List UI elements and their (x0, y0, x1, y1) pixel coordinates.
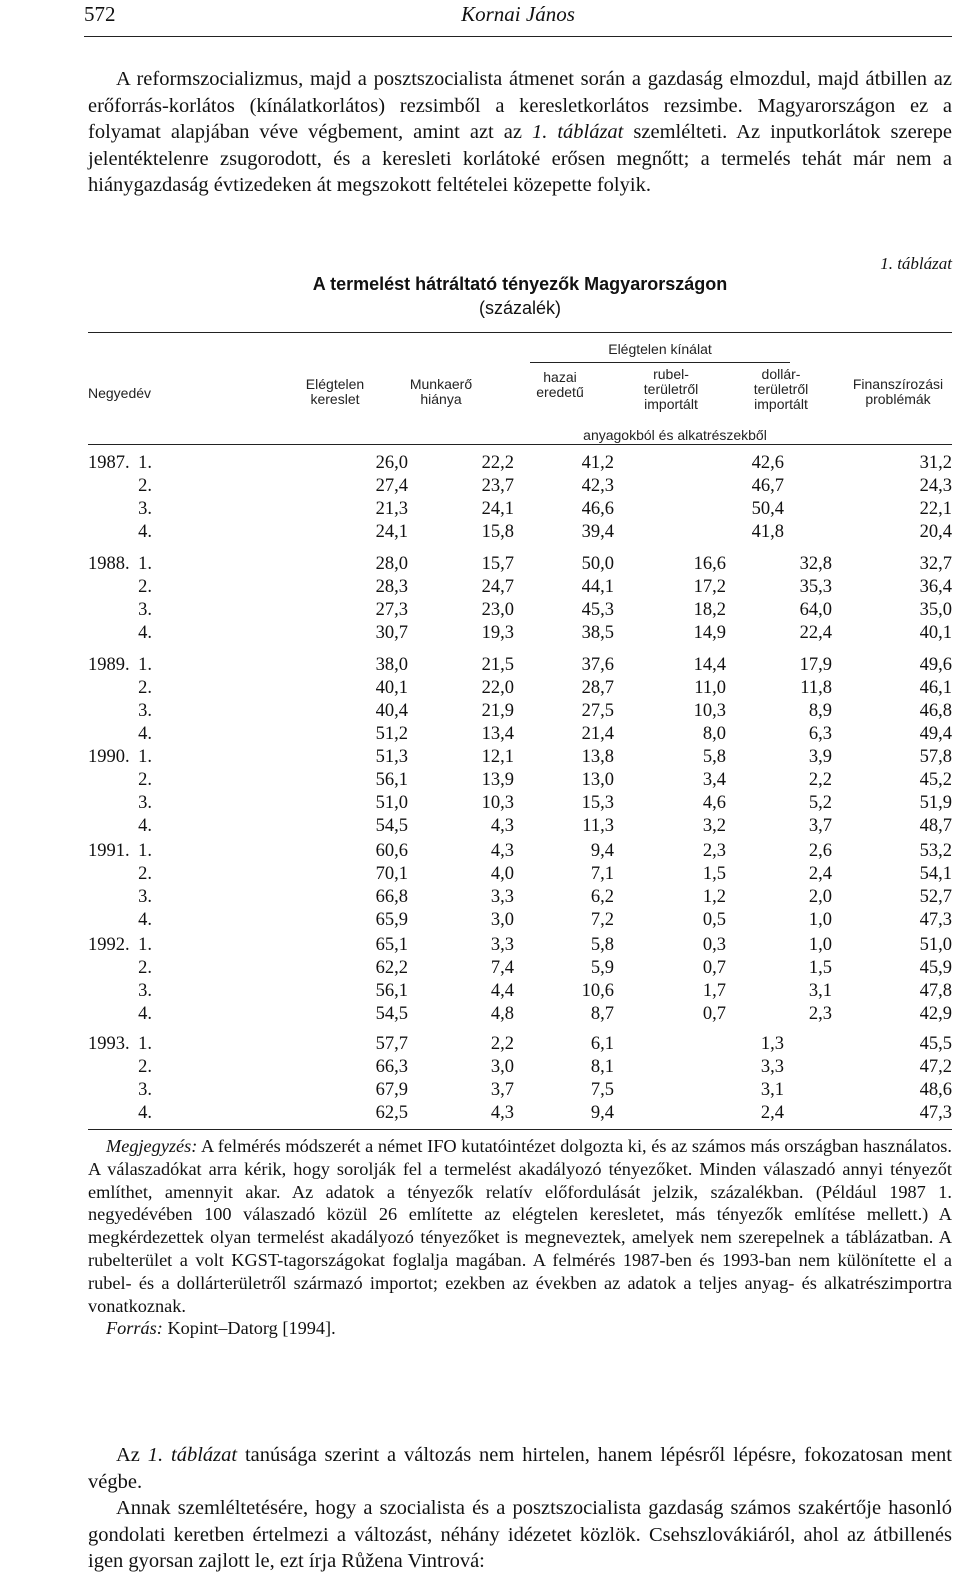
table-row (88, 746, 952, 769)
hazai-eredetu-cell: 7,1 (590, 864, 614, 884)
quarter-cell: 4. (138, 1103, 152, 1123)
munkaero-hianya-cell: 23,0 (481, 600, 514, 620)
dollarterulet-cell: 5,2 (808, 793, 832, 813)
hazai-eredetu-cell: 27,5 (581, 701, 614, 721)
table-unit: (százalék) (478, 298, 562, 318)
table-title: A termelést hátráltató tényezők Magyarországon (312, 274, 728, 294)
munkaero-hianya-cell: 22,0 (481, 678, 514, 698)
munkaero-hianya-cell: 2,2 (490, 1034, 514, 1054)
finanszirozasi-cell: 40,1 (919, 623, 952, 643)
elegtelen-kereslet-cell: 40,1 (375, 678, 408, 698)
finanszirozasi-cell: 46,1 (919, 678, 952, 698)
elegtelen-kereslet-cell: 27,3 (375, 600, 408, 620)
munkaero-hianya-cell: 21,9 (481, 701, 514, 721)
rubelterulet-cell: 0,7 (702, 958, 726, 978)
quarter-cell: 3. (138, 887, 152, 907)
table-year-group (88, 654, 952, 746)
combined-import-cell: 2,4 (760, 1103, 784, 1123)
hazai-eredetu-cell: 8,7 (590, 1004, 614, 1024)
table-label: 1. táblázat (880, 254, 952, 273)
header-negyedev: Negyedév (88, 385, 152, 401)
quarter-cell: 1. (138, 1034, 152, 1054)
table-row (88, 700, 952, 723)
dollarterulet-cell: 35,3 (799, 577, 832, 597)
quarter-cell: 1. (138, 453, 152, 473)
elegtelen-kereslet-cell: 21,3 (375, 499, 408, 519)
combined-import-cell: 41,8 (751, 522, 784, 542)
rubelterulet-cell: 14,9 (693, 623, 726, 643)
table-row (88, 452, 952, 475)
finanszirozasi-cell: 51,0 (919, 935, 952, 955)
table-row (88, 498, 952, 521)
dollarterulet-cell: 2,6 (808, 841, 832, 861)
finanszirozasi-cell: 49,6 (919, 655, 952, 675)
quarter-cell: 2. (138, 577, 152, 597)
munkaero-hianya-cell: 4,4 (490, 981, 514, 1001)
munkaero-hianya-cell: 23,7 (481, 476, 514, 496)
munkaero-hianya-cell: 3,0 (490, 1057, 514, 1077)
rubelterulet-cell: 4,6 (702, 793, 726, 813)
table-row (88, 475, 952, 498)
table-row (88, 1079, 952, 1102)
quarter-cell: 1. (138, 554, 152, 574)
dollarterulet-cell: 3,1 (808, 981, 832, 1001)
elegtelen-kereslet-cell: 28,0 (375, 554, 408, 574)
year-cell: 1991. (88, 841, 130, 861)
year-cell: 1990. (88, 747, 130, 767)
year-cell: 1989. (88, 655, 130, 675)
elegtelen-kereslet-cell: 62,2 (375, 958, 408, 978)
finanszirozasi-cell: 52,7 (919, 887, 952, 907)
hazai-eredetu-cell: 9,4 (590, 841, 614, 861)
finanszirozasi-cell: 31,2 (919, 453, 952, 473)
rubelterulet-cell: 3,4 (702, 770, 726, 790)
finanszirozasi-cell: 45,9 (919, 958, 952, 978)
quarter-cell: 2. (138, 476, 152, 496)
quarter-cell: 2. (138, 770, 152, 790)
elegtelen-kereslet-cell: 54,5 (375, 1004, 408, 1024)
finanszirozasi-cell: 42,9 (919, 1004, 952, 1024)
note-text: A felmérés módszerét a német IFO kutatóintézet dolgozta ki, és az számos más országban használatos. A válaszadókat arra kérik, hogy sorolják fel a termelést akadályozó tényezőket. Minden válaszadó annyi tényezőt említhet, amennyit akar. Az adatok a tényezők relatív előfordulását jelzik, százalékban. (Például 1987 1. negyedévében 100 válaszadó közül 26 említette az elégtelen keresletet, más tényezők említése mellett.) A megkérdezettek olyan termelést akadályozó tényezőket is megneveztek, amelyek nem szerepelnek a táblázatban. A rubelterület a volt KGST-tagországokat foglalja magában. A felmérés 1987-ben és 1993-ban nem különítette el a rubel- és a dollárterületről származó importot; ezekben az években az adatok a teljes anyag- és alkatrészimportra vonatkoznak. (88, 1136, 952, 1316)
munkaero-hianya-cell: 15,8 (481, 522, 514, 542)
quarter-cell: 3. (138, 701, 152, 721)
table-row (88, 769, 952, 792)
table-row (88, 980, 952, 1003)
table-row (88, 886, 952, 909)
dollarterulet-cell: 6,3 (808, 724, 832, 744)
table-row (88, 553, 952, 576)
hazai-eredetu-cell: 21,4 (581, 724, 614, 744)
munkaero-hianya-cell: 21,5 (481, 655, 514, 675)
table-row (88, 677, 952, 700)
munkaero-hianya-cell: 4,3 (490, 841, 514, 861)
finanszirozasi-cell: 49,4 (919, 724, 952, 744)
hazai-eredetu-cell: 5,8 (590, 935, 614, 955)
hazai-eredetu-cell: 44,1 (581, 577, 614, 597)
running-head: Kornai János (461, 2, 575, 26)
munkaero-hianya-cell: 3,0 (490, 910, 514, 930)
finanszirozasi-cell: 47,8 (919, 981, 952, 1001)
finanszirozasi-cell: 48,7 (919, 816, 952, 836)
quarter-cell: 3. (138, 600, 152, 620)
elegtelen-kereslet-cell: 27,4 (375, 476, 408, 496)
table-year-group (88, 553, 952, 645)
munkaero-hianya-cell: 4,8 (490, 1004, 514, 1024)
munkaero-hianya-cell: 19,3 (481, 623, 514, 643)
munkaero-hianya-cell: 3,3 (490, 935, 514, 955)
combined-import-cell: 1,3 (760, 1034, 784, 1054)
munkaero-hianya-cell: 4,3 (490, 816, 514, 836)
finanszirozasi-cell: 46,8 (919, 701, 952, 721)
finanszirozasi-cell: 35,0 (919, 600, 952, 620)
munkaero-hianya-cell: 3,7 (490, 1080, 514, 1100)
munkaero-hianya-cell: 13,9 (481, 770, 514, 790)
hazai-eredetu-cell: 37,6 (581, 655, 614, 675)
combined-import-cell: 42,6 (751, 453, 784, 473)
munkaero-hianya-cell: 22,2 (481, 453, 514, 473)
rubelterulet-cell: 1,5 (702, 864, 726, 884)
table-row (88, 863, 952, 886)
munkaero-hianya-cell: 13,4 (481, 724, 514, 744)
table-row (88, 576, 952, 599)
quarter-cell: 4. (138, 1004, 152, 1024)
finanszirozasi-cell: 47,2 (919, 1057, 952, 1077)
table-top-rule (88, 332, 952, 333)
dollarterulet-cell: 17,9 (799, 655, 832, 675)
header-munkaero-hianya: Munkaerő hiánya (409, 376, 473, 407)
elegtelen-kereslet-cell: 66,8 (375, 887, 408, 907)
header-elegtelen-kereslet: Elégtelen kereslet (305, 376, 365, 407)
elegtelen-kereslet-cell: 26,0 (375, 453, 408, 473)
elegtelen-kereslet-cell: 24,1 (375, 522, 408, 542)
dollarterulet-cell: 2,4 (808, 864, 832, 884)
rubelterulet-cell: 11,0 (694, 678, 726, 698)
finanszirozasi-cell: 51,9 (919, 793, 952, 813)
body-paragraph-2: Az 1. táblázat tanúsága szerint a változás nem hirtelen, hanem lépésről lépésre, fokozatosan ment végbe. (88, 1444, 953, 1493)
year-cell: 1993. (88, 1034, 130, 1054)
header-finanszirozasi: Finanszírozási problémák (852, 376, 944, 407)
dollarterulet-cell: 32,8 (799, 554, 832, 574)
combined-import-cell: 3,3 (760, 1057, 784, 1077)
elegtelen-kereslet-cell: 65,1 (375, 935, 408, 955)
rubelterulet-cell: 17,2 (693, 577, 726, 597)
body-paragraph-3: Annak szemléltetésére, hogy a szocialista és a posztszocialista gazdaság számos szakértője hasonló gondolati keretben értelmezi a változást, néhány idézetet közlök. Csehszlovákiáról, ahol az átbillenés igen gyorsan zajlott le, ezt írja Růžena Vintrová: (88, 1497, 952, 1572)
elegtelen-kereslet-cell: 40,4 (375, 701, 408, 721)
table-year-group (88, 746, 952, 838)
rubelterulet-cell: 0,7 (702, 1004, 726, 1024)
table-header-rule (88, 444, 952, 445)
page-header (84, 2, 952, 32)
table-year-group (88, 934, 952, 1026)
rubelterulet-cell: 14,4 (693, 655, 726, 675)
elegtelen-kereslet-cell: 57,7 (375, 1034, 408, 1054)
dollarterulet-cell: 3,7 (808, 816, 832, 836)
rubelterulet-cell: 0,5 (702, 910, 726, 930)
elegtelen-kereslet-cell: 56,1 (375, 981, 408, 1001)
finanszirozasi-cell: 57,8 (919, 747, 952, 767)
munkaero-hianya-cell: 4,0 (490, 864, 514, 884)
rubelterulet-cell: 1,7 (702, 981, 726, 1001)
page-number: 572 (84, 2, 116, 26)
rubelterulet-cell: 5,8 (702, 747, 726, 767)
table-row (88, 723, 952, 746)
hazai-eredetu-cell: 7,5 (590, 1080, 614, 1100)
munkaero-hianya-cell: 3,3 (490, 887, 514, 907)
hazai-eredetu-cell: 38,5 (581, 623, 614, 643)
rubelterulet-cell: 18,2 (693, 600, 726, 620)
elegtelen-kereslet-cell: 51,0 (375, 793, 408, 813)
rubelterulet-cell: 0,3 (702, 935, 726, 955)
table-row (88, 1056, 952, 1079)
quarter-cell: 3. (138, 793, 152, 813)
intro-paragraph (88, 66, 952, 199)
table-year-group (88, 840, 952, 932)
header-dollarterulet: dollár- területről importált (753, 366, 809, 412)
hazai-eredetu-cell: 6,2 (590, 887, 614, 907)
hazai-eredetu-cell: 11,3 (582, 816, 614, 836)
munkaero-hianya-cell: 7,4 (490, 958, 514, 978)
dollarterulet-cell: 22,4 (799, 623, 832, 643)
combined-import-cell: 50,4 (751, 499, 784, 519)
intro-table-ref: 1. táblázat (531, 121, 624, 143)
quarter-cell: 4. (138, 623, 152, 643)
hazai-eredetu-cell: 7,2 (590, 910, 614, 930)
quarter-cell: 2. (138, 678, 152, 698)
hazai-eredetu-cell: 42,3 (581, 476, 614, 496)
year-cell: 1987. (88, 453, 130, 473)
dollarterulet-cell: 1,5 (808, 958, 832, 978)
elegtelen-kereslet-cell: 62,5 (375, 1103, 408, 1123)
dollarterulet-cell: 2,0 (808, 887, 832, 907)
munkaero-hianya-cell: 24,7 (481, 577, 514, 597)
hazai-eredetu-cell: 6,1 (590, 1034, 614, 1054)
table-year-group (88, 1033, 952, 1125)
year-cell: 1992. (88, 935, 130, 955)
table-row (88, 654, 952, 677)
table-row (88, 815, 952, 838)
munkaero-hianya-cell: 4,3 (490, 1103, 514, 1123)
hazai-eredetu-cell: 46,6 (581, 499, 614, 519)
finanszirozasi-cell: 36,4 (919, 577, 952, 597)
quarter-cell: 2. (138, 958, 152, 978)
header-elegtelen-kinalat: Elégtelen kínálat (608, 341, 712, 357)
hazai-eredetu-cell: 10,6 (581, 981, 614, 1001)
hazai-eredetu-cell: 5,9 (590, 958, 614, 978)
finanszirozasi-cell: 45,5 (919, 1034, 952, 1054)
source-text: Kopint–Datorg [1994]. (162, 1318, 336, 1339)
elegtelen-kereslet-cell: 28,3 (375, 577, 408, 597)
elegtelen-kereslet-cell: 51,2 (375, 724, 408, 744)
table-row (88, 1003, 952, 1026)
combined-import-cell: 46,7 (751, 476, 784, 496)
kinalat-subrule (530, 362, 790, 363)
quarter-cell: 4. (138, 724, 152, 744)
dollarterulet-cell: 8,9 (808, 701, 832, 721)
rubelterulet-cell: 3,2 (702, 816, 726, 836)
quarter-cell: 3. (138, 981, 152, 1001)
elegtelen-kereslet-cell: 60,6 (375, 841, 408, 861)
hazai-eredetu-cell: 28,7 (581, 678, 614, 698)
quarter-cell: 4. (138, 910, 152, 930)
dollarterulet-cell: 3,9 (808, 747, 832, 767)
dollarterulet-cell: 11,8 (800, 678, 832, 698)
hazai-eredetu-cell: 8,1 (590, 1057, 614, 1077)
hazai-eredetu-cell: 45,3 (581, 600, 614, 620)
hazai-eredetu-cell: 50,0 (581, 554, 614, 574)
hazai-eredetu-cell: 41,2 (581, 453, 614, 473)
finanszirozasi-cell: 24,3 (919, 476, 952, 496)
finanszirozasi-cell: 48,6 (919, 1080, 952, 1100)
rubelterulet-cell: 8,0 (702, 724, 726, 744)
finanszirozasi-cell: 32,7 (919, 554, 952, 574)
finanszirozasi-cell: 47,3 (919, 910, 952, 930)
table-row (88, 622, 952, 645)
dollarterulet-cell: 1,0 (808, 910, 832, 930)
elegtelen-kereslet-cell: 66,3 (375, 1057, 408, 1077)
table-row (88, 934, 952, 957)
intro-text-1: A reformszocializmus, majd a posztszocialista átmenet során a gazdaság elmozdul, majd átbillen az erőforrás-korlátos (kínálatkorlátos) rezsimből a keresletkorlátos rezsimbe. Magyarországon ez a folyamat alapjában véve végbement, amint azt az (88, 68, 952, 143)
table-bottom-rule (88, 1129, 952, 1130)
table-row (88, 957, 952, 980)
elegtelen-kereslet-cell: 38,0 (375, 655, 408, 675)
table-row (88, 909, 952, 932)
table-row (88, 1033, 952, 1056)
finanszirozasi-cell: 53,2 (919, 841, 952, 861)
table-year-group (88, 452, 952, 544)
hazai-eredetu-cell: 13,8 (581, 747, 614, 767)
munkaero-hianya-cell: 15,7 (481, 554, 514, 574)
finanszirozasi-cell: 22,1 (919, 499, 952, 519)
header-rule (84, 36, 952, 37)
dollarterulet-cell: 64,0 (799, 600, 832, 620)
combined-import-cell: 3,1 (760, 1080, 784, 1100)
elegtelen-kereslet-cell: 30,7 (375, 623, 408, 643)
elegtelen-kereslet-cell: 56,1 (375, 770, 408, 790)
table-row (88, 599, 952, 622)
hazai-eredetu-cell: 13,0 (581, 770, 614, 790)
rubelterulet-cell: 2,3 (702, 841, 726, 861)
quarter-cell: 2. (138, 1057, 152, 1077)
rubelterulet-cell: 1,2 (702, 887, 726, 907)
finanszirozasi-cell: 20,4 (919, 522, 952, 542)
table-caption (88, 250, 952, 330)
quarter-cell: 3. (138, 499, 152, 519)
header-rubelterulet: rubel- területről importált (643, 366, 699, 412)
note-label: Megjegyzés: (106, 1136, 198, 1156)
quarter-cell: 4. (138, 816, 152, 836)
elegtelen-kereslet-cell: 65,9 (375, 910, 408, 930)
quarter-cell: 1. (138, 747, 152, 767)
table-row (88, 1102, 952, 1125)
elegtelen-kereslet-cell: 67,9 (375, 1080, 408, 1100)
table-note (88, 1135, 952, 1340)
dollarterulet-cell: 1,0 (808, 935, 832, 955)
hazai-eredetu-cell: 15,3 (581, 793, 614, 813)
munkaero-hianya-cell: 24,1 (481, 499, 514, 519)
rubelterulet-cell: 10,3 (693, 701, 726, 721)
dollarterulet-cell: 2,3 (808, 1004, 832, 1024)
quarter-cell: 2. (138, 864, 152, 884)
table-row (88, 792, 952, 815)
quarter-cell: 1. (138, 935, 152, 955)
year-cell: 1988. (88, 554, 130, 574)
elegtelen-kereslet-cell: 54,5 (375, 816, 408, 836)
quarter-cell: 3. (138, 1080, 152, 1100)
rubelterulet-cell: 16,6 (693, 554, 726, 574)
finanszirozasi-cell: 54,1 (919, 864, 952, 884)
quarter-cell: 1. (138, 655, 152, 675)
header-anyagokbol: anyagokból és alkatrészekből (583, 427, 767, 443)
intro-text-2: szemlélteti. Az inputkorlátok szerepe jelentéktelenre zsugorodott, és a keresleti korlátoké erősen megnőtt; a termelés tehát már nem a hiánygazdaság évtizedeken át megszokott feltételei közepette folyik. (88, 121, 952, 196)
body-table-ref: 1. táblázat (147, 1444, 238, 1466)
hazai-eredetu-cell: 39,4 (581, 522, 614, 542)
quarter-cell: 1. (138, 841, 152, 861)
munkaero-hianya-cell: 10,3 (481, 793, 514, 813)
quarter-cell: 4. (138, 522, 152, 542)
finanszirozasi-cell: 45,2 (919, 770, 952, 790)
table-row (88, 521, 952, 544)
header-hazai-eredetu: hazai eredetű (536, 369, 584, 400)
hazai-eredetu-cell: 9,4 (590, 1103, 614, 1123)
table-row (88, 840, 952, 863)
elegtelen-kereslet-cell: 70,1 (375, 864, 408, 884)
dollarterulet-cell: 2,2 (808, 770, 832, 790)
finanszirozasi-cell: 47,3 (919, 1103, 952, 1123)
source-label: Forrás: (106, 1318, 163, 1339)
elegtelen-kereslet-cell: 51,3 (375, 747, 408, 767)
munkaero-hianya-cell: 12,1 (481, 747, 514, 767)
